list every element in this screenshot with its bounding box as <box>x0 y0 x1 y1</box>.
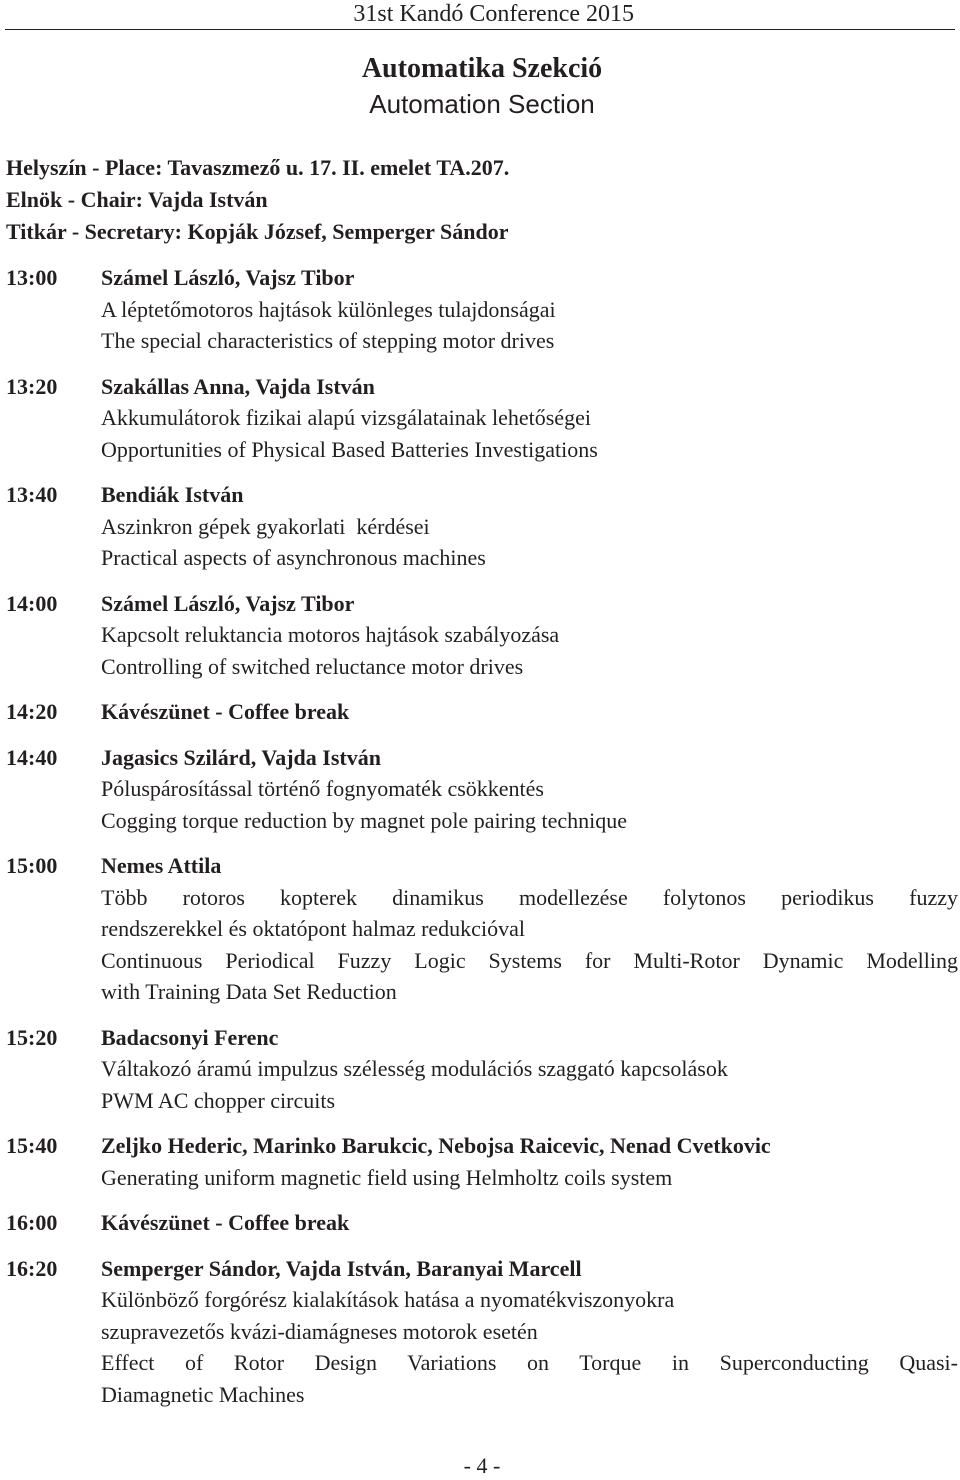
conference-header: 31st Kandó Conference 2015 <box>353 1 634 27</box>
talk-title-en: Practical aspects of asynchronous machines <box>101 545 486 570</box>
talk-title-en: PWM AC chopper circuits <box>101 1087 336 1113</box>
talk-title-hu-line-2: szupravezetős kvázi-diamágneses motorok esetén <box>101 1318 538 1344</box>
talk-title-hu-line-2: rendszerekkel és oktatópont halmaz redukcióval <box>101 916 525 941</box>
schedule-slot <box>6 479 958 574</box>
talk-title-hu-line-1: Különböző forgórész kialakítások hatása a nyomatékviszonyokra <box>101 1287 675 1312</box>
header-rule <box>5 29 955 30</box>
schedule-slot <box>6 742 958 837</box>
slot-speakers: Bendiák István <box>101 482 244 507</box>
schedule-slot <box>6 850 958 1008</box>
talk-title-en: Controlling of switched reluctance motor drives <box>101 653 524 679</box>
talk-title-hu: Váltakozó áramú impulzus szélesség modulációs szaggató kapcsolások <box>101 1056 728 1081</box>
talk-title-en: The special characteristics of stepping motor drives <box>101 328 555 353</box>
coffee-break-label: Kávészünet - Coffee break <box>101 1210 350 1235</box>
chair-line: Elnök - Chair: Vajda István <box>6 187 268 212</box>
schedule-slot <box>6 262 958 357</box>
slot-speakers: Badacsonyi Ferenc <box>101 1024 279 1050</box>
talk-title-en-line-2: Diamagnetic Machines <box>101 1381 305 1407</box>
talk-title-hu: Kapcsolt reluktancia motoros hajtások szabályozása <box>101 622 560 647</box>
slot-speakers: Jagasics Szilárd, Vajda István <box>101 744 381 770</box>
slot-time: 14:00 <box>6 590 58 616</box>
talk-title-en-line-1: Effect of Rotor Design Variations on Torque in Superconducting Quasi- <box>101 1350 958 1375</box>
slot-time: 14:20 <box>6 699 58 724</box>
slot-time: 14:40 <box>6 744 58 770</box>
coffee-break-slot <box>6 1207 958 1239</box>
slot-time: 13:00 <box>6 265 58 290</box>
talk-title-hu-line-1: Több rotoros kopterek dinamikus modellezése folytonos periodikus fuzzy <box>101 884 958 910</box>
schedule-list <box>6 262 958 1424</box>
slot-speakers: Számel László, Vajsz Tibor <box>101 590 355 616</box>
secretary-line: Titkár - Secretary: Kopják József, Semperger Sándor <box>6 219 509 244</box>
slot-speakers: Számel László, Vajsz Tibor <box>101 265 355 290</box>
section-title: Automatika Szekció <box>361 53 603 84</box>
schedule-slot <box>6 1253 958 1411</box>
slot-speakers: Nemes Attila <box>101 853 222 878</box>
talk-title-en: Generating uniform magnetic field using Helmholtz coils system <box>101 1164 673 1190</box>
schedule-slot <box>6 1130 958 1193</box>
talk-title-en-line-1: Continuous Periodical Fuzzy Logic Systems for Multi-Rotor Dynamic Modelling <box>101 947 958 973</box>
slot-time: 13:20 <box>6 373 58 399</box>
schedule-slot <box>6 1022 958 1117</box>
section-subtitle: Automation Section <box>369 89 595 119</box>
slot-speakers: Szakállas Anna, Vajda István <box>101 373 375 399</box>
slot-speakers: Zeljko Hederic, Marinko Barukcic, Nebojsa Raicevic, Nenad Cvetkovic <box>101 1133 771 1158</box>
schedule-slot <box>6 588 958 683</box>
talk-title-hu: Akkumulátorok fizikai alapú vizsgálatainak lehetőségei <box>101 405 591 430</box>
slot-time: 16:20 <box>6 1255 58 1281</box>
talk-title-en: Opportunities of Physical Based Batteries Investigations <box>101 436 598 462</box>
talk-title-hu: Aszinkron gépek gyakorlati kérdései <box>101 513 430 539</box>
coffee-break-label: Kávészünet - Coffee break <box>101 699 350 724</box>
talk-title-en-line-2: with Training Data Set Reduction <box>101 979 397 1004</box>
slot-time: 13:40 <box>6 482 58 507</box>
talk-title-hu: Póluspárosítással történő fognyomaték csökkentés <box>101 776 544 801</box>
slot-time: 15:20 <box>6 1024 58 1050</box>
slot-time: 15:40 <box>6 1133 58 1158</box>
page-number: - 4 - <box>463 1453 501 1478</box>
talk-title-hu: A léptetőmotoros hajtások különleges tulajdonságai <box>101 296 556 322</box>
slot-time: 15:00 <box>6 853 58 878</box>
talk-title-en: Cogging torque reduction by magnet pole pairing technique <box>101 807 628 833</box>
place-line: Helyszín - Place: Tavaszmező u. 17. II. emelet TA.207. <box>6 155 510 180</box>
slot-speakers: Semperger Sándor, Vajda István, Baranyai Marcell <box>101 1255 582 1281</box>
schedule-slot <box>6 371 958 466</box>
slot-time: 16:00 <box>6 1210 58 1235</box>
coffee-break-slot <box>6 696 958 728</box>
